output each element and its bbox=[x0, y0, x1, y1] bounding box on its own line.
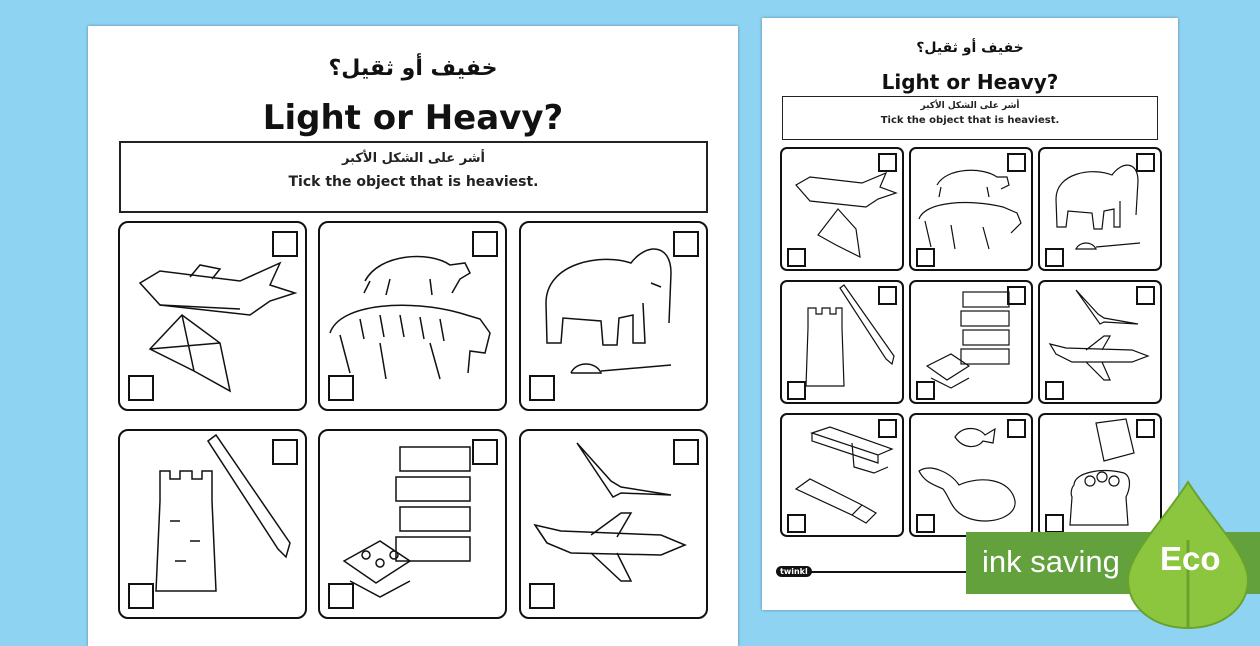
option-cell-steel-beam-glue bbox=[780, 413, 904, 537]
bird-and-airplane-drawing bbox=[521, 431, 706, 617]
bricks-drawing bbox=[911, 282, 1031, 402]
twinkl-logo: twinkl bbox=[776, 566, 812, 577]
option-cell-tower-pencil bbox=[118, 429, 307, 619]
fish-and-whale-drawing bbox=[911, 415, 1031, 535]
eco-label: Eco bbox=[1160, 540, 1221, 577]
elephant-and-mouse-drawing bbox=[521, 223, 706, 409]
instruction-arabic: أشر على الشكل الأكبر bbox=[341, 151, 486, 166]
option-cell-elephant-mouse bbox=[519, 221, 708, 411]
instruction-box bbox=[782, 96, 1158, 140]
cat-and-tiger-drawing bbox=[911, 149, 1031, 269]
steel-beam-and-glue-tube-drawing bbox=[782, 415, 902, 535]
tower-and-pencil-drawing bbox=[120, 431, 305, 617]
page-title: Light or Heavy? bbox=[881, 70, 1059, 94]
option-cell-cat-tiger bbox=[318, 221, 507, 411]
elephant-and-mouse-drawing bbox=[1040, 149, 1160, 269]
arabic-title: خفيف أو ثقيل؟ bbox=[328, 56, 498, 81]
option-cell-bricks bbox=[318, 429, 507, 619]
bricks-drawing bbox=[320, 431, 505, 617]
option-cell-space-shuttle bbox=[118, 221, 307, 411]
space-shuttle-and-paper-plane-drawing bbox=[120, 223, 305, 409]
instruction-text: Tick the object that is heaviest. bbox=[288, 174, 539, 190]
banner-label: ink saving bbox=[982, 544, 1120, 579]
page-title: Light or Heavy? bbox=[262, 98, 564, 138]
cat-and-tiger-drawing bbox=[320, 223, 505, 409]
option-cell-bird-airplane bbox=[1038, 280, 1162, 404]
worksheet-small bbox=[762, 18, 1178, 610]
option-cell-bird-airplane bbox=[519, 429, 708, 619]
option-cell-bricks bbox=[909, 280, 1033, 404]
arabic-title: خفيف أو ثقيل؟ bbox=[916, 40, 1024, 56]
instruction-arabic: أشر على الشكل الأكبر bbox=[920, 101, 1020, 111]
option-cell-fish-whale bbox=[909, 413, 1033, 537]
option-cell-tower-pencil bbox=[780, 280, 904, 404]
option-cell-elephant-mouse bbox=[1038, 147, 1162, 271]
instruction-box bbox=[119, 141, 708, 213]
instruction-text: Tick the object that is heaviest. bbox=[880, 115, 1060, 126]
worksheet-large bbox=[88, 26, 738, 646]
option-cell-cat-tiger bbox=[909, 147, 1033, 271]
option-cell-space-shuttle bbox=[780, 147, 904, 271]
tower-and-pencil-drawing bbox=[782, 282, 902, 402]
space-shuttle-drawing bbox=[782, 149, 902, 269]
bird-and-airplane-drawing bbox=[1040, 282, 1160, 402]
